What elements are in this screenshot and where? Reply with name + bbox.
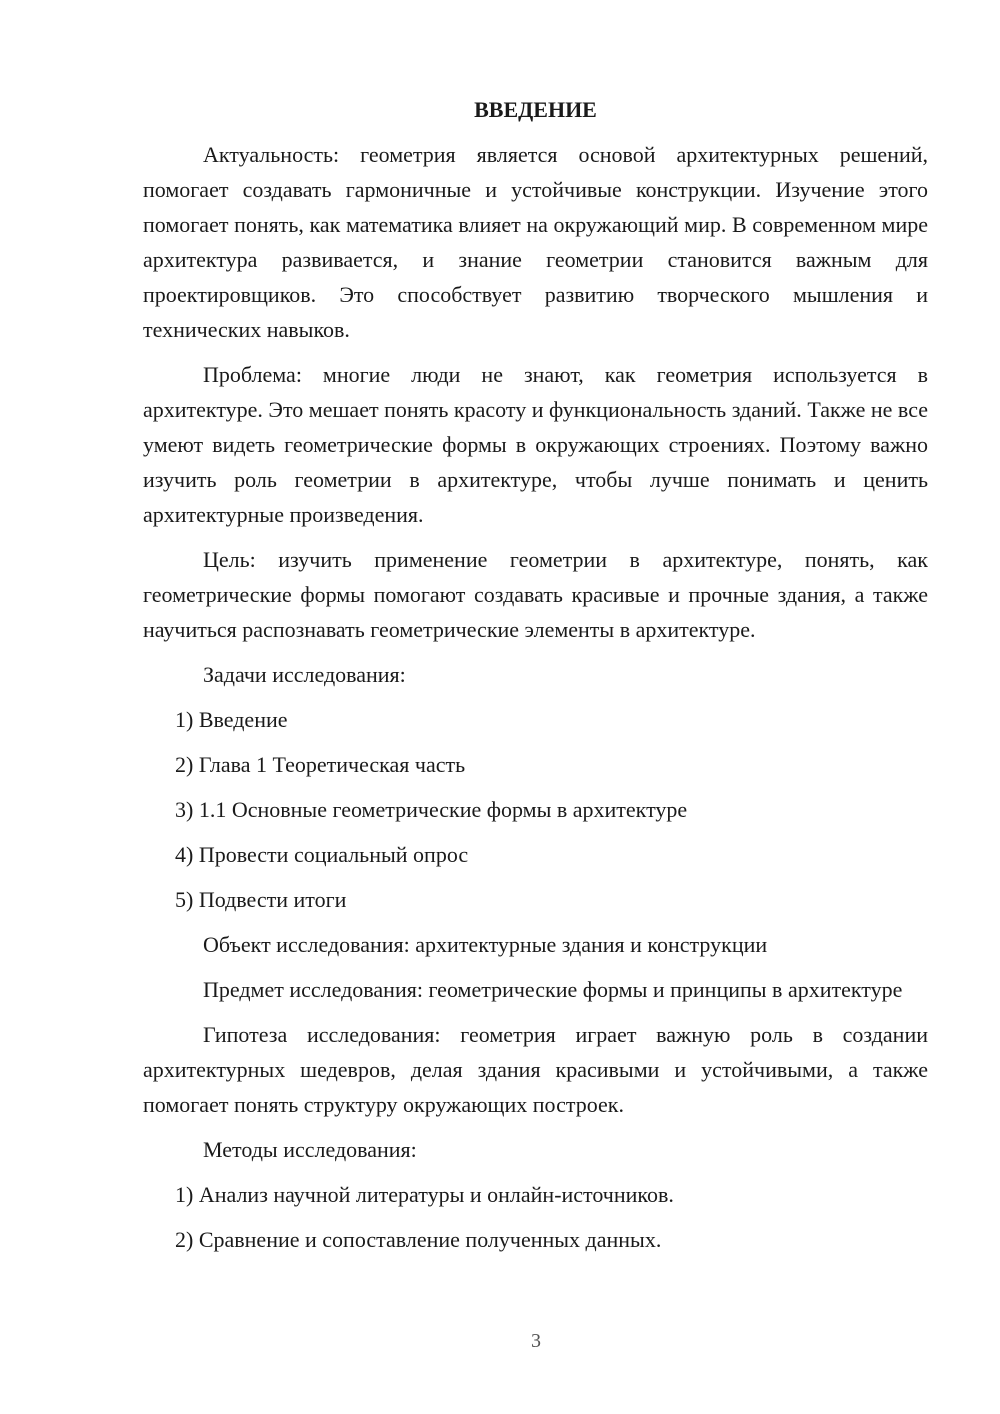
task-item-5: 5) Подвести итоги bbox=[175, 887, 347, 912]
method-item-2: 2) Сравнение и сопоставление полученных данных. bbox=[175, 1227, 662, 1252]
page-number: 3 bbox=[531, 1330, 541, 1352]
relevance-paragraph: Актуальность: геометрия является основой архитектурных решений, помогает создавать гармоничные и устойчивые конструкции. Изучение этого помогает понять, как математика влияет на окружающий мир. В современном мире архитектура развивается, и знание геометрии становится важным для проектировщиков. Это способствует развитию творческого мышления и технических навыков. bbox=[143, 142, 928, 342]
section-title: ВВЕДЕНИЕ bbox=[474, 97, 597, 122]
subject-paragraph: Предмет исследования: геометрические формы и принципы в архитектуре bbox=[203, 977, 903, 1002]
problem-paragraph: Проблема: многие люди не знают, как геометрия используется в архитектуре. Это мешает понять красоту и функциональность зданий. Также не все умеют видеть геометрические формы в окружающих строениях. Поэтому важно изучить роль геометрии в архитектуре, чтобы лучше понимать и ценить архитектурные произведения. bbox=[143, 362, 928, 527]
task-item-2: 2) Глава 1 Теоретическая часть bbox=[175, 752, 466, 777]
tasks-heading: Задачи исследования: bbox=[203, 662, 406, 687]
goal-paragraph: Цель: изучить применение геометрии в архитектуре, понять, как геометрические формы помогают создавать красивые и прочные здания, а также научиться распознавать геометрические элементы в архитектуре. bbox=[143, 547, 928, 642]
task-item-4: 4) Провести социальный опрос bbox=[175, 842, 469, 867]
object-line: Объект исследования: архитектурные здания и конструкции bbox=[203, 932, 768, 957]
document-page bbox=[143, 93, 928, 1267]
task-item-1: 1) Введение bbox=[175, 707, 288, 732]
task-item-3: 3) 1.1 Основные геометрические формы в архитектуре bbox=[175, 797, 688, 822]
methods-heading: Методы исследования: bbox=[203, 1137, 417, 1162]
method-item-1: 1) Анализ научной литературы и онлайн-источников. bbox=[175, 1182, 674, 1207]
hypothesis-paragraph: Гипотеза исследования: геометрия играет важную роль в создании архитектурных шедевров, делая здания красивыми и устойчивыми, а также помогает понять структуру окружающих построек. bbox=[143, 1022, 928, 1117]
